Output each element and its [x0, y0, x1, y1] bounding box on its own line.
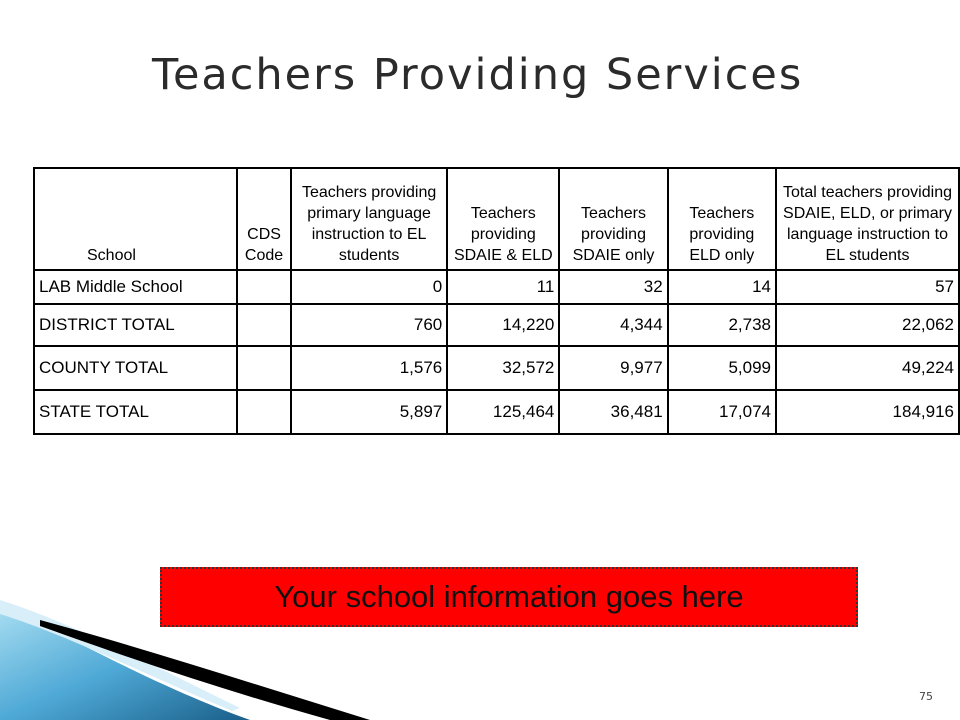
cell-eld-only: 14: [668, 270, 776, 304]
cell-sdaie-eld: 125,464: [447, 390, 559, 434]
page-number: 75: [919, 690, 933, 703]
cell-eld-only: 5,099: [668, 346, 776, 390]
cell-school: DISTRICT TOTAL: [34, 304, 237, 346]
header-primary-language: Teachers providing primary language instruction to EL students: [291, 168, 447, 270]
header-sdaie-eld: Teachers providing SDAIE & ELD: [447, 168, 559, 270]
cell-primary-language: 0: [291, 270, 447, 304]
cell-primary-language: 1,576: [291, 346, 447, 390]
table-row: [34, 346, 959, 390]
school-info-callout: Your school information goes here: [160, 567, 858, 627]
cell-sdaie-eld: 32,572: [447, 346, 559, 390]
cell-school: COUNTY TOTAL: [34, 346, 237, 390]
table-row: [34, 270, 959, 304]
cell-eld-only: 17,074: [668, 390, 776, 434]
cell-sdaie-only: 4,344: [559, 304, 667, 346]
cell-sdaie-only: 32: [559, 270, 667, 304]
cell-sdaie-eld: 14,220: [447, 304, 559, 346]
cell-school: LAB Middle School: [34, 270, 237, 304]
cell-school: STATE TOTAL: [34, 390, 237, 434]
cell-cds-code: [237, 304, 291, 346]
cell-cds-code: [237, 390, 291, 434]
cell-cds-code: [237, 270, 291, 304]
cell-total: 184,916: [776, 390, 959, 434]
cell-sdaie-only: 9,977: [559, 346, 667, 390]
cell-total: 22,062: [776, 304, 959, 346]
cell-total: 49,224: [776, 346, 959, 390]
header-sdaie-only: Teachers providing SDAIE only: [559, 168, 667, 270]
cell-total: 57: [776, 270, 959, 304]
cell-primary-language: 760: [291, 304, 447, 346]
cell-sdaie-eld: 11: [447, 270, 559, 304]
header-cds-code: [237, 168, 291, 270]
table-row: [34, 390, 959, 434]
cell-primary-language: 5,897: [291, 390, 447, 434]
header-school: School: [34, 168, 237, 270]
cell-sdaie-only: 36,481: [559, 390, 667, 434]
table-header-row: [34, 168, 959, 270]
slide-title: Teachers Providing Services: [152, 50, 804, 100]
cell-eld-only: 2,738: [668, 304, 776, 346]
header-total: Total teachers providing SDAIE, ELD, or primary language instruction to EL students: [776, 168, 959, 270]
table-row: [34, 304, 959, 346]
teachers-table: [33, 167, 960, 435]
decorative-swoosh: [0, 580, 380, 720]
header-eld-only: Teachers providing ELD only: [668, 168, 776, 270]
header-cds-code-text: CDS Code: [244, 226, 284, 264]
cell-cds-code: [237, 346, 291, 390]
